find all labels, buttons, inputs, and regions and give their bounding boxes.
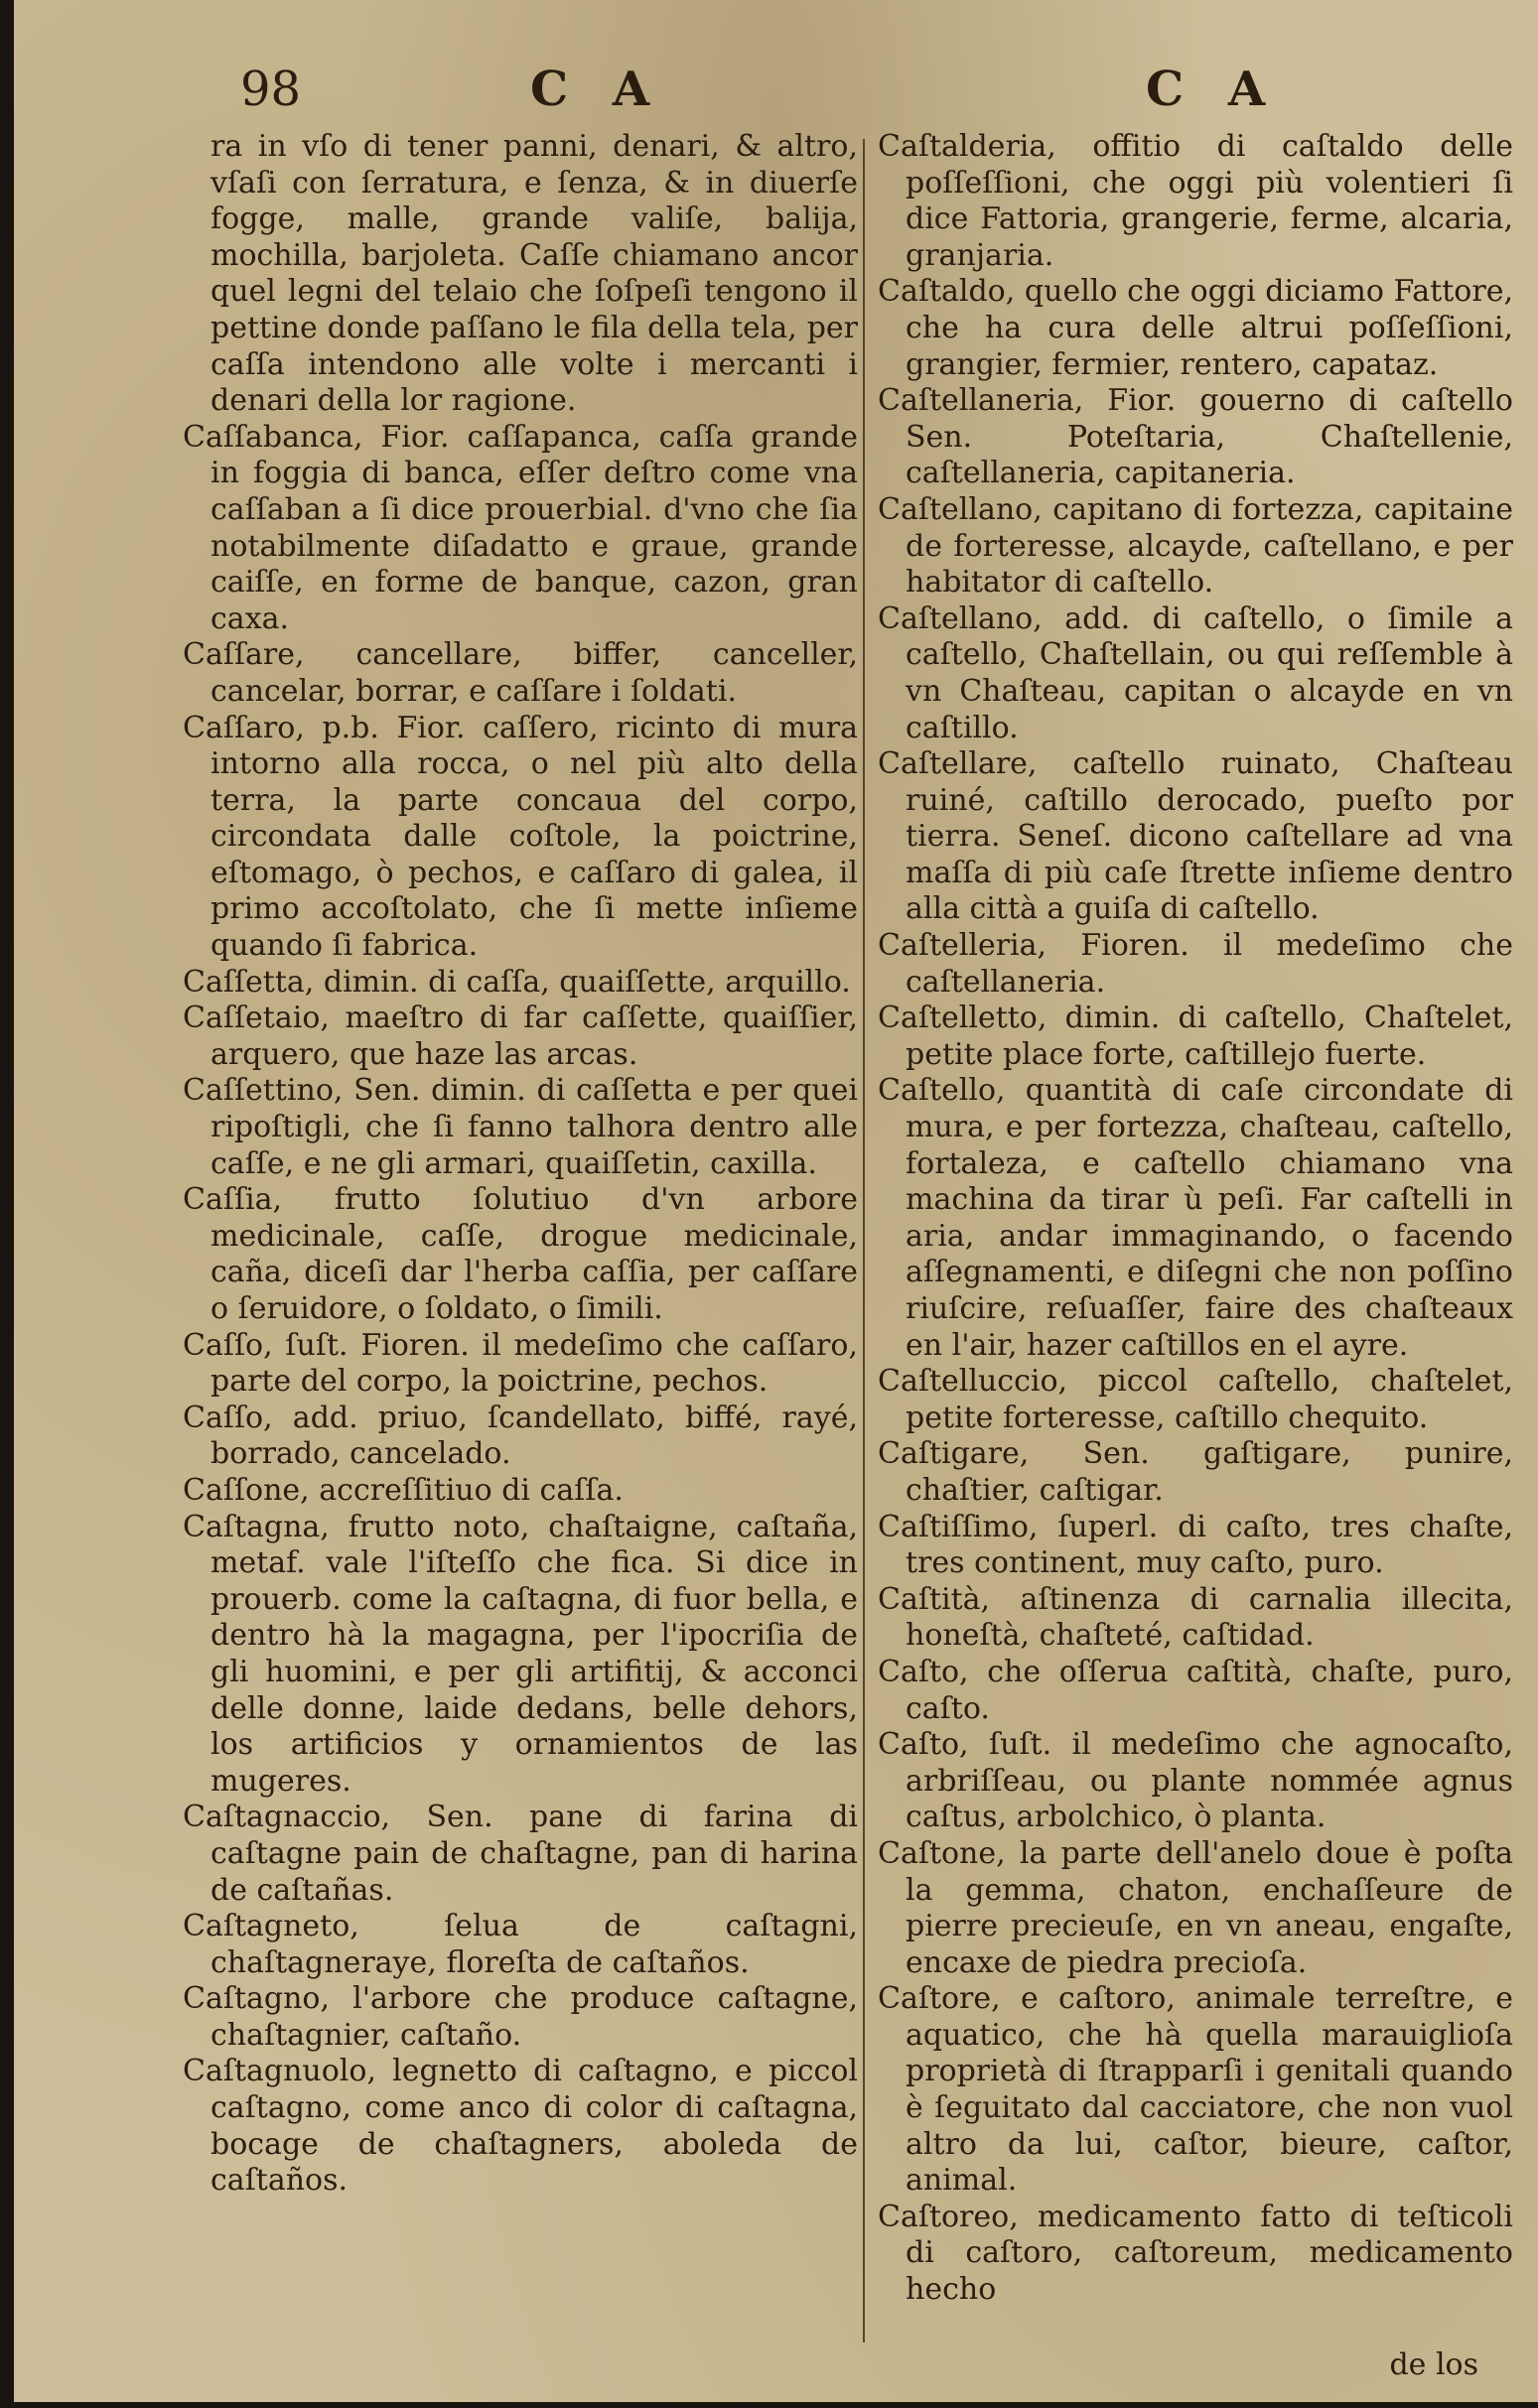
dictionary-entry: Caſtelluccio, piccol caſtello, chaſtelet, petite forteresse, caſtillo chequito. xyxy=(878,1364,1513,1435)
dictionary-entry: Caſtagna, frutto noto, chaſtaigne, caſtaña, metaf. vale l'iſteſſo che fica. Si dice in prouerb. come la caſtagna, di fuor bella, e dentro hà la magagna, per l'ipocriſia de gli huomini, e per gli artifitij, & acconci delle donne, laide dedans, belle dehors, los artificios y ornamientos de las mugeres. xyxy=(183,1509,858,1799)
dictionary-entry: Caſſetaio, maeſtro di far caſſette, quaiſſier, arquero, que haze las arcas. xyxy=(183,1001,858,1072)
dictionary-entry: Caſtagnaccio, Sen. pane di farina di caſtagne pain de chaſtagne, pan di harina de caſtañas. xyxy=(183,1800,858,1908)
dictionary-entry: Caſtagno, l'arbore che produce caſtagne, chaſtagnier, caſtaño. xyxy=(183,1981,858,2053)
dictionary-entry: Caſſia, frutto ſolutiuo d'vn arbore medicinale, caſſe, drogue medicinale, caña, diceſi dar l'herba caſſia, per caſſare o ſeruidore, o ſoldato, o ſimili. xyxy=(183,1182,858,1326)
dictionary-entry: Caſtalderia, offitio di caſtaldo delle poſſeſſioni, che oggi più volentieri ſi dice Fattoria, grangerie, ferme, alcaria, granjaria. xyxy=(878,129,1513,273)
dictionary-entry: Caſtellano, capitano di fortezza, capitaine de forteresse, alcayde, caſtellano, e per habitator di caſtello. xyxy=(878,491,1513,601)
dictionary-entry: Caſtiſſimo, ſuperl. di caſto, tres chaſte, tres continent, muy caſto, puro. xyxy=(878,1509,1513,1581)
right-column xyxy=(878,129,1513,2372)
catchword: de los xyxy=(1389,2347,1478,2382)
column-divider xyxy=(863,139,865,2342)
dictionary-entry: Caſtagnuolo, legnetto di caſtagno, e piccol caſtagno, come anco di color di caſtagna, bocage de chaſtagners, aboleda de caſtaños. xyxy=(183,2054,858,2199)
page-header xyxy=(14,62,1538,131)
left-column xyxy=(183,129,858,2372)
dictionary-entry: Caſtoreo, medicamento fatto di teſticoli di caſtoro, caſtoreum, medicamento hecho xyxy=(878,2199,1513,2308)
dictionary-entry: Caſtaldo, quello che oggi diciamo Fattore, che ha cura delle altrui poſſeſſioni, grangier, fermier, rentero, capataz. xyxy=(878,274,1513,382)
left-running-head: C A xyxy=(530,62,664,117)
dictionary-entry: Caſſettino, Sen. dimin. di caſſetta e per quei ripoſtigli, che ſi fanno talhora dentro alle caſſe, e ne gli armari, quaiſſetin, caxilla. xyxy=(183,1073,858,1181)
dictionary-entry: Caſtellaneria, Fior. gouerno di caſtello Sen. Poteſtaria, Chaſtellenie, caſtellaneria, capitaneria. xyxy=(878,383,1513,491)
dictionary-entry: Caſtellare, caſtello ruinato, Chaſteau ruiné, caſtillo derocado, pueſto por tierra. Seneſ. dicono caſtellare ad vna maſſa di più caſe ſtrette inſieme dentro alla città a guiſa di caſtello. xyxy=(878,746,1513,927)
dictionary-entry: Caſſabanca, Fior. caſſapanca, caſſa grande in foggia di banca, eſſer deſtro come vna caſſaban a ſi dice prouerbial. d'vno che ſia notabilmente diſadatto e graue, grande caiſſe, en forme de banque, cazon, gran caxa. xyxy=(183,419,858,636)
dictionary-entry: Caſtello, quantità di caſe circondate di mura, e per fortezza, chaſteau, caſtello, fortaleza, e caſtello chiamano vna machina da tirar ù peſi. Far caſtelli in aria, andar immaginando, o facendo aſſegnamenti, e diſegni che non poſſino riuſcire, reſuaſſer, faire des chaſteaux en l'air, hazer caſtillos en el ayre. xyxy=(878,1073,1513,1363)
dictionary-entry: Caſtelletto, dimin. di caſtello, Chaſtelet, petite place forte, caſtillejo fuerte. xyxy=(878,1001,1513,1072)
dictionary-entry: Caſſone, accreſſitiuo di caſſa. xyxy=(183,1472,624,1508)
dictionary-entry: Caſtagneto, ſelua de caſtagni, chaſtagneraye, floreſta de caſtaños. xyxy=(183,1909,858,1980)
dictionary-entry: ra in vſo di tener panni, denari, & altro, vſaſi con ſerratura, e ſenza, & in diuerſe fogge, malle, grande valiſe, balija, mochilla, barjoleta. Caſſe chiamano ancor quel legni del telaio che ſoſpeſi tengono il pettine donde paſſano le fila della tela, per caſſa intendono alle volte i mercanti i denari della lor ragione. xyxy=(210,129,858,419)
dictionary-entry: Caſto, che oſſerua caſtità, chaſte, puro, caſto. xyxy=(878,1654,1513,1726)
dictionary-entry: Caſto, ſuſt. il medeſimo che agnocaſto, arbriſſeau, ou plante nommée agnus caſtus, arbolchico, ò planta. xyxy=(878,1727,1513,1835)
book-page xyxy=(14,0,1538,2402)
dictionary-entry: Caſtigare, Sen. gaſtigare, punire, chaſtier, caſtigar. xyxy=(878,1436,1513,1508)
dictionary-entry: Caſtellano, add. di caſtello, o ſimile a caſtello, Chaſtellain, ou qui reſſemble à vn Chaſteau, capitan o alcayde en vn caſtillo. xyxy=(878,601,1513,745)
right-running-head: C A xyxy=(1146,62,1280,117)
dictionary-entry: Caſſetta, dimin. di caſſa, quaiſſette, arquillo. xyxy=(183,964,851,1000)
dictionary-entry: Caſſo, add. priuo, ſcandellato, biffé, rayé, borrado, cancelado. xyxy=(183,1400,858,1472)
dictionary-entry: Caſtelleria, Fioren. il medeſimo che caſtellaneria. xyxy=(878,928,1513,1000)
dictionary-entry: Caſſaro, p.b. Fior. caſſero, ricinto di mura intorno alla rocca, o nel più alto della terra, la parte concaua del corpo, circondata dalle coſtole, la poictrine, eſtomago, ò pechos, e caſſaro di galea, il primo accoſtolato, che ſi mette inſieme quando ſi fabrica. xyxy=(183,710,858,964)
dictionary-entry: Caſſare, cancellare, biffer, canceller, cancelar, borrar, e caſſare i ſoldati. xyxy=(183,637,858,709)
page-number: 98 xyxy=(240,62,302,117)
dictionary-entry: Caſtità, aſtinenza di carnalia illecita, honeſtà, chaſteté, caſtidad. xyxy=(878,1581,1513,1654)
dictionary-entry: Caſtore, e caſtoro, animale terreſtre, e aquatico, che hà quella marauiglioſa proprietà di ſtrapparſi i genitali quando è ſeguitato dal cacciatore, che non vuol altro da lui, caſtor, bieure, caſtor, animal. xyxy=(878,1981,1513,2199)
dictionary-entry: Caſtone, la parte dell'anelo doue è poſta la gemma, chaton, enchaſſeure de pierre precieuſe, en vn aneau, engaſte, encaxe de piedra precioſa. xyxy=(878,1835,1513,1980)
dictionary-entry: Caſſo, ſuſt. Fioren. il medeſimo che caſſaro, parte del corpo, la poictrine, pechos. xyxy=(183,1327,858,1400)
